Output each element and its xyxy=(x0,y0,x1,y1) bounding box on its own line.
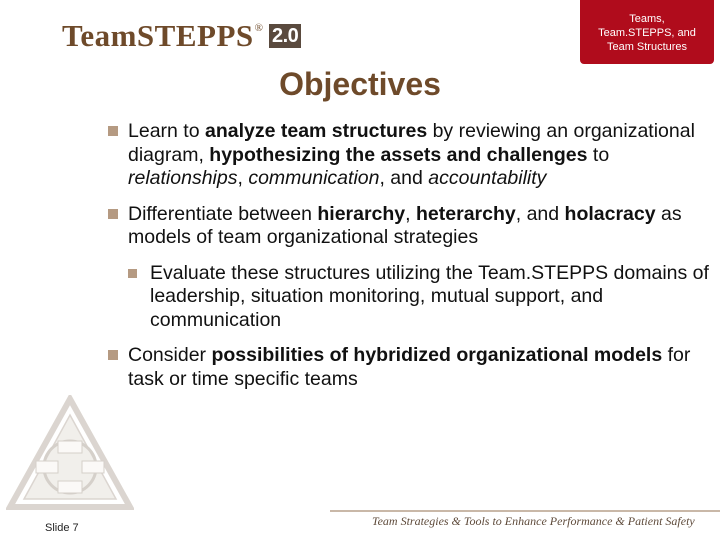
teamstepps-logo xyxy=(62,18,301,54)
bullet-item xyxy=(108,344,713,391)
bullet-item xyxy=(108,120,713,191)
bullet-text: , xyxy=(405,202,417,225)
bullet-list xyxy=(108,120,713,391)
bullet-strong-text: analyze team structures xyxy=(204,120,428,142)
square-bullet-icon xyxy=(108,350,118,360)
bullet-text: Consider xyxy=(128,344,212,366)
bullet-strong-text: hierarchy xyxy=(317,202,406,225)
bullet-strong-text: possibilities of hybridized organizational models xyxy=(211,344,663,366)
logo-version-badge: 2.0 xyxy=(269,24,301,48)
square-bullet-icon xyxy=(128,269,137,278)
footer-divider xyxy=(330,510,720,512)
bullet-strong-text: heterarchy xyxy=(416,202,516,225)
section-corner-tab xyxy=(580,0,714,64)
corner-tab-line: Teams, xyxy=(629,13,665,25)
sub-bullet-item xyxy=(108,262,713,333)
slide-title: Objectives xyxy=(279,66,441,102)
bullet-strong-text: hypothesizing the assets and challenges xyxy=(209,143,588,166)
logo-wordmark: TeamSTEPPS xyxy=(62,18,254,53)
bullet-text: , xyxy=(237,167,249,189)
bullet-text: Learn to xyxy=(128,120,205,142)
bullet-text: to xyxy=(587,143,610,166)
corner-tab-line: Team.STEPPS, and xyxy=(598,27,696,39)
corner-tab-line: Team Structures xyxy=(606,41,688,53)
bullet-italic-text: relationships xyxy=(128,167,238,189)
bullet-text: Differentiate between xyxy=(128,202,318,225)
teamstepps-triangle-watermark-icon xyxy=(6,395,134,513)
square-bullet-icon xyxy=(108,126,118,136)
bullet-strong-text: holacracy xyxy=(564,202,656,225)
square-bullet-icon xyxy=(108,209,118,219)
bullet-text: for task or time specific teams xyxy=(128,344,691,390)
logo-registered-mark: ® xyxy=(254,22,263,34)
bullet-text: by reviewing an organizational diagram, xyxy=(128,120,695,166)
bullet-italic-text: accountability xyxy=(428,167,547,189)
slide-number: Slide 7 xyxy=(45,522,79,534)
bullet-text: as models of team organizational strategies xyxy=(128,202,682,248)
bullet-italic-text: communication xyxy=(248,167,380,189)
bullet-text: , and xyxy=(379,167,429,189)
bullet-text: Evaluate these structures utilizing the Team.STEPPS domains of leadership, situation monitoring, mutual support, and communication xyxy=(150,261,709,331)
footer-tagline: Team Strategies & Tools to Enhance Performance & Patient Safety xyxy=(372,514,695,528)
bullet-item xyxy=(108,203,713,250)
bullet-text: , and xyxy=(515,202,565,225)
